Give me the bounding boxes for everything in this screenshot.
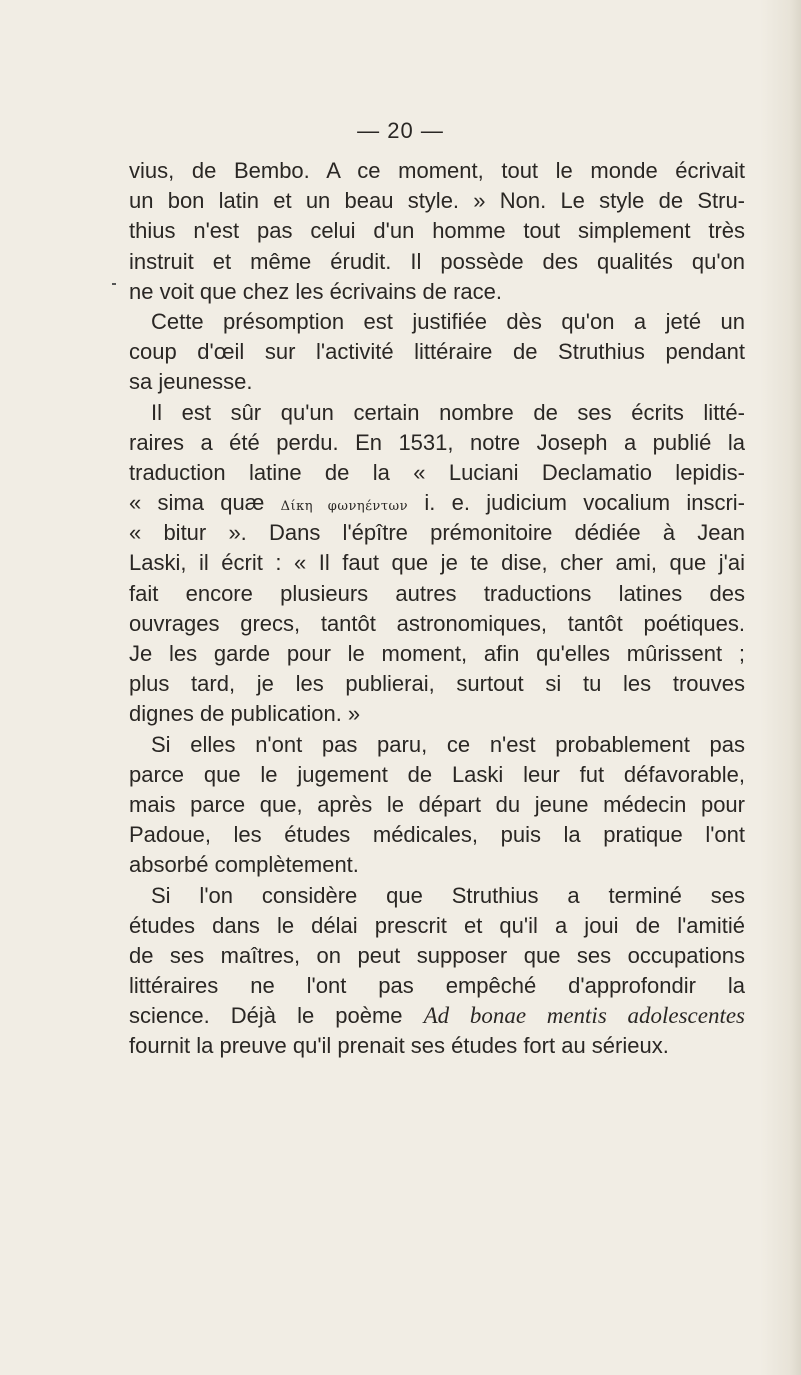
text-line: instruit et même érudit. Il possède des qualités qu'on: [129, 248, 745, 274]
text-line: mais parce que, après le départ du jeune médecin pour: [129, 791, 745, 817]
text-line: traduction latine de la « Luciani Declamatio lepidis-: [129, 459, 745, 485]
text-line: thius n'est pas celui d'un homme tout simplement très: [129, 218, 745, 244]
body-text: [129, 156, 745, 1062]
text-line: coup d'œil sur l'activité littéraire de Struthius pendant: [129, 339, 745, 365]
text-line: « bitur ». Dans l'épître prémonitoire dédiée à Jean: [129, 520, 745, 546]
text-line: Il est sûr qu'un certain nombre de ses écrits litté-: [151, 399, 745, 425]
line-segment: « sima quæ: [129, 490, 281, 516]
text-line: Cette présomption est justifiée dès qu'on a jeté un: [151, 308, 745, 334]
text-line: littéraires ne l'ont pas empêché d'approfondir la: [129, 973, 745, 999]
text-line: vius, de Bembo. A ce moment, tout le monde écrivait: [129, 158, 745, 183]
text-line: Je les garde pour le moment, afin qu'elles mûrissent ;: [129, 641, 745, 666]
text-line: ouvrages grecs, tantôt astronomiques, tantôt poétiques.: [129, 610, 745, 636]
text-line: parce que le jugement de Laski leur fut défavorable,: [129, 761, 745, 787]
page-number: — 20 —: [357, 118, 444, 143]
text-line: raires a été perdu. En 1531, notre Joseph a publié la: [129, 429, 745, 455]
text-line: Padoue, les études médicales, puis la pratique l'ont: [129, 822, 745, 848]
text-line: fait encore plusieurs autres traductions latines des: [129, 580, 745, 606]
text-line: un bon latin et un beau style. » Non. Le style de Stru-: [129, 188, 745, 214]
text-line: Laski, il écrit : « Il faut que je te dise, cher ami, que j'ai: [129, 550, 745, 576]
greek-phrase: Δίκη φωνηέντων: [280, 499, 409, 515]
line-segment: i. e. judicium vocalium inscri-: [408, 490, 745, 516]
text-line: de ses maîtres, on peut supposer que ses occupations: [129, 942, 745, 968]
text-line: sa jeunesse.: [129, 369, 253, 395]
text-line: plus tard, je les publierai, surtout si tu les trouves: [129, 671, 745, 697]
margin-mark: [112, 283, 116, 285]
text-line-with-greek: [129, 488, 745, 518]
text-line: absorbé complètement.: [129, 852, 359, 878]
text-line-with-title: [129, 1001, 745, 1031]
poem-title: Ad bonae mentis adolescentes: [423, 1003, 745, 1029]
line-segment: science. Déjà le poème: [129, 1003, 424, 1029]
text-line: Si l'on considère que Struthius a terminé ses: [151, 882, 745, 908]
text-line: Si elles n'ont pas paru, ce n'est probablement pas: [151, 731, 745, 757]
text-line: études dans le délai prescrit et qu'il a joui de l'amitié: [129, 912, 745, 938]
text-line: dignes de publication. »: [129, 701, 361, 727]
text-line: fournit la preuve qu'il prenait ses études fort au sérieux.: [129, 1033, 669, 1059]
text-line: ne voit que chez les écrivains de race.: [129, 278, 502, 304]
